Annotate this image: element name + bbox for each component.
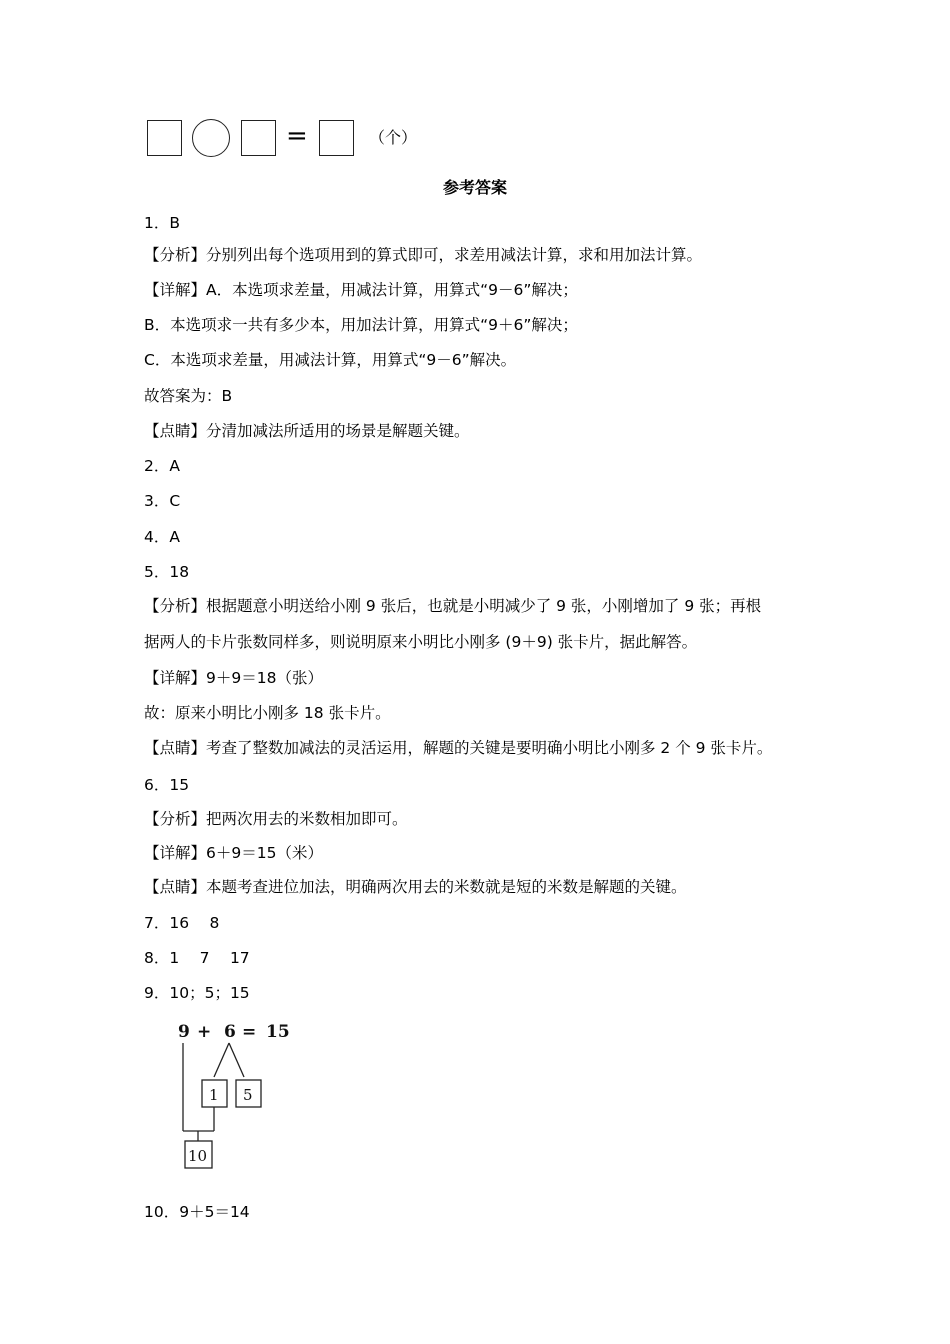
answer-line: 6．15: [144, 776, 190, 794]
sum-value: 10: [188, 1147, 208, 1165]
diagram-addend-b: 6: [224, 1022, 236, 1042]
answer-line: 据两人的卡片张数同样多，则说明原来小明比小刚多 (9＋9) 张卡片，据此解答。: [144, 633, 698, 651]
make-ten-diagram: [170, 1015, 310, 1175]
answer-line: 【点睛】分清加减法所适用的场景是解题关键。: [144, 422, 470, 440]
answer-line: 7．16 8: [144, 914, 220, 932]
diagram-equals: =: [242, 1022, 257, 1042]
split-value-2: 5: [243, 1086, 253, 1104]
answer-line: 2．A: [144, 457, 180, 475]
answer-line: 【详解】A．本选项求差量，用减法计算，用算式“9－6”解决；: [144, 281, 578, 299]
answer-box-1: [147, 120, 182, 156]
operator-circle: [192, 119, 230, 157]
diagram-plus: +: [197, 1022, 212, 1042]
answer-line: 【详解】9＋9＝18（张）: [144, 669, 323, 687]
answer-line: C．本选项求差量，用减法计算，用算式“9－6”解决。: [144, 351, 517, 369]
answer-line: B．本选项求一共有多少本，用加法计算，用算式“9＋6”解决；: [144, 316, 578, 334]
answer-line-last: 10．9＋5＝14: [144, 1203, 250, 1221]
unit-label: （个）: [369, 128, 418, 147]
answer-line: 【详解】6＋9＝15（米）: [144, 844, 323, 862]
equals-sign: =: [286, 121, 308, 151]
answer-line: 5．18: [144, 563, 190, 581]
answer-line: 9．10；5；15: [144, 984, 250, 1002]
diagram-addend-a: 9: [178, 1022, 190, 1042]
answer-line: 故：原来小明比小刚多 18 张卡片。: [144, 704, 391, 722]
answer-line: 【分析】把两次用去的米数相加即可。: [144, 810, 408, 828]
split-value-1: 1: [209, 1086, 219, 1104]
answer-line: 【分析】分别列出每个选项用到的算式即可，求差用减法计算，求和用加法计算。: [144, 246, 703, 264]
split-line-left: [214, 1043, 229, 1077]
answer-line: 8．1 7 17: [144, 949, 250, 967]
answer-line: 1．B: [144, 214, 180, 232]
diagram-result: 15: [266, 1022, 290, 1042]
answer-box-2: [241, 120, 276, 156]
split-line-right: [229, 1043, 244, 1077]
page-title: 参考答案: [442, 178, 507, 197]
answer-line: 【分析】根据题意小明送给小刚 9 张后，也就是小明减少了 9 张，小刚增加了 9 张；再根: [144, 597, 762, 615]
answer-box-3: [319, 120, 354, 156]
answer-line: 4．A: [144, 528, 180, 546]
answer-line: 【点睛】考查了整数加减法的灵活运用，解题的关键是要明确小明比小刚多 2 个 9 张卡片。: [144, 739, 773, 757]
answer-line: 【点睛】本题考查进位加法，明确两次用去的米数就是短的米数是解题的关键。: [144, 878, 687, 896]
answer-line: 故答案为：B: [144, 387, 233, 405]
answer-line: 3．C: [144, 492, 181, 510]
